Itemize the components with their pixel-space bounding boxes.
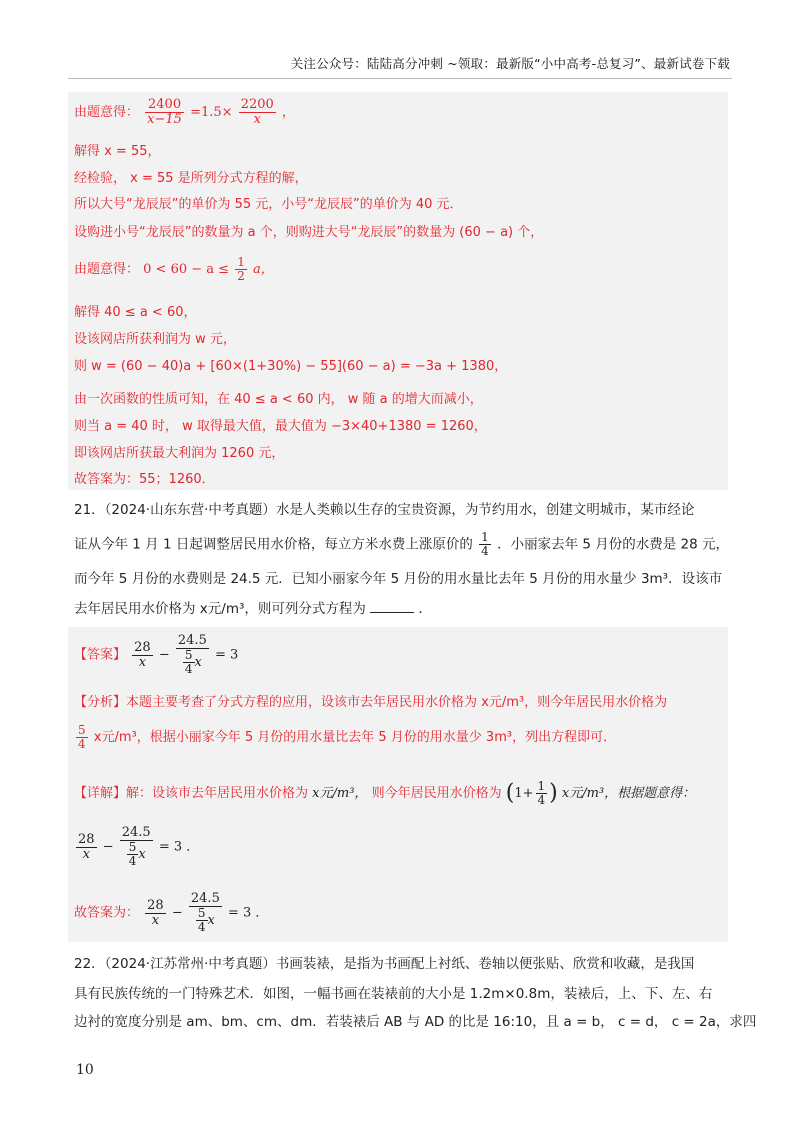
fraction: 24.5 $\frac{5}{4}$ x: [121, 825, 151, 868]
fraction: $\frac{1}{4}$: [481, 530, 489, 558]
fraction: $\frac{28}{x}$: [134, 639, 151, 670]
sol20-line8: 设该网店所获利润为 w 元，: [74, 332, 236, 347]
fraction: $\frac{2400}{x-15}$: [147, 97, 182, 127]
sol20-line6: 由题意得： 0 < 60 − a ≤ $\frac{1}{2}$ a，: [74, 255, 274, 283]
q21-line2: 证从今年 1 月 1 日起调整居民用水价格，每立方米水费上涨原价的 $\frac{1}{4}$ ．小丽家去年 5 月份的水费是 28 元，: [74, 530, 730, 558]
answer-label: 【答案】: [74, 647, 127, 663]
sol20-line2: 解得 x = 55，: [74, 144, 161, 159]
sol20-line7: 解得 40 ≤ a < 60，: [74, 305, 197, 320]
sol20-line10: 由一次函数的性质可知，在 40 ≤ a < 60 内， w 随 a 的增大而减小，: [74, 392, 483, 407]
fraction: $\frac{28}{x}$: [147, 897, 164, 928]
page-number: 10: [76, 1062, 94, 1078]
q22-line1: 22．（2024·江苏常州·中考真题）书画装裱，是指为书画配上衬纸、卷轴以便张贴、欣赏和收藏，是我国: [74, 956, 695, 972]
sol20-line12: 即该网店所获最大利润为 1260 元，: [74, 446, 285, 461]
sol20-line13: 故答案为：55；1260．: [74, 472, 215, 487]
ans21-detail-equation: $\frac{28}{x}$ − 24.5 $\frac{5}{4}$ x = 3 ．: [78, 825, 200, 868]
ans21-answer-line: 【答案】 $\frac{28}{x}$ − 24.5 $\frac{5}{4}$ x = 3: [74, 633, 239, 676]
q21-line3: 而今年 5 月份的水费则是 24.5 元．已知小丽家今年 5 月份的用水量比去年 5 月份的用水量少 3m³．设该市: [74, 571, 723, 587]
fraction: $\frac{28}{x}$: [78, 831, 95, 862]
fraction: $\frac{1}{4}$: [537, 779, 546, 807]
q21-line1: 21．（2024·山东东营·中考真题）水是人类赖以生存的宝贵资源，为节约用水，创建文明城市，某市经论: [74, 502, 695, 518]
fraction: $\frac{5}{4}$: [78, 723, 86, 751]
sol20-line11: 则当 a = 40 时， w 取得最大值，最大值为 −3×40+1380 = 1260，: [74, 419, 487, 434]
ans21-analysis-line1: 【分析】本题主要考查了分式方程的应用，设该市去年居民用水价格为 x元/m³，则今年居民用水价格为: [74, 695, 668, 710]
q22-line2: 具有民族传统的一门特殊艺术．如图，一幅书画在装裱前的大小是 1.2m×0.8m，装裱后，上、下、左、右: [74, 986, 713, 1002]
q22-line3: 边衬的宽度分别是 am、bm、cm、dm．若装裱后 AB 与 AD 的比是 16:10，且 a = b， c = d， c = 2a，求四: [74, 1014, 757, 1030]
ans21-analysis-line2: $\frac{5}{4}$ x元/m³，根据小丽家今年 5 月份的用水量比去年 5 月份的用水量少 3m³，列出方程即可．: [78, 723, 617, 751]
ans21-final-answer: 故答案为： $\frac{28}{x}$ − 24.5 $\frac{5}{4}$ x = 3 ．: [74, 891, 269, 934]
page-header: 关注公众号：陆陆高分冲刺 ~领取：最新版“小中高考-总复习”、最新试卷下载: [290, 56, 730, 71]
ans21-detail-line1: 【详解】解：设该市去年居民用水价格为 x元/m³， 则今年居民用水价格为 (1+ $\frac{1}{4}$ ) x元/m³，根据题意得：: [74, 779, 696, 807]
fraction: $\frac{2200}{x}$: [240, 97, 274, 127]
sol20-line1: 由题意得： $\frac{2400}{x-15}$ =1.5× $\frac{2200}{x}$ ，: [74, 97, 295, 127]
q21-line4: 去年居民用水价格为 x元/m³，则可列分式方程为 ．: [74, 601, 432, 617]
sol20-line3: 经检验， x = 55 是所列分式方程的解，: [74, 171, 308, 186]
sol20-line4: 所以大号“龙辰辰”的单价为 55 元，小号“龙辰辰”的单价为 40 元．: [74, 197, 463, 212]
fraction: $\frac{1}{2}$: [237, 255, 245, 283]
sol20-line5: 设购进小号“龙辰辰”的数量为 a 个，则购进大号“龙辰辰”的数量为 (60 − a) 个，: [74, 225, 544, 240]
header-divider: [68, 78, 732, 79]
sol20-line9: 则 w = (60 − 40)a + [60×(1+30%) − 55](60 − a) = −3a + 1380，: [74, 359, 508, 374]
answer-blank: [370, 600, 414, 613]
fraction: 24.5 $\frac{5}{4}$ x: [177, 633, 207, 676]
fraction: 24.5 $\frac{5}{4}$ x: [190, 891, 220, 934]
